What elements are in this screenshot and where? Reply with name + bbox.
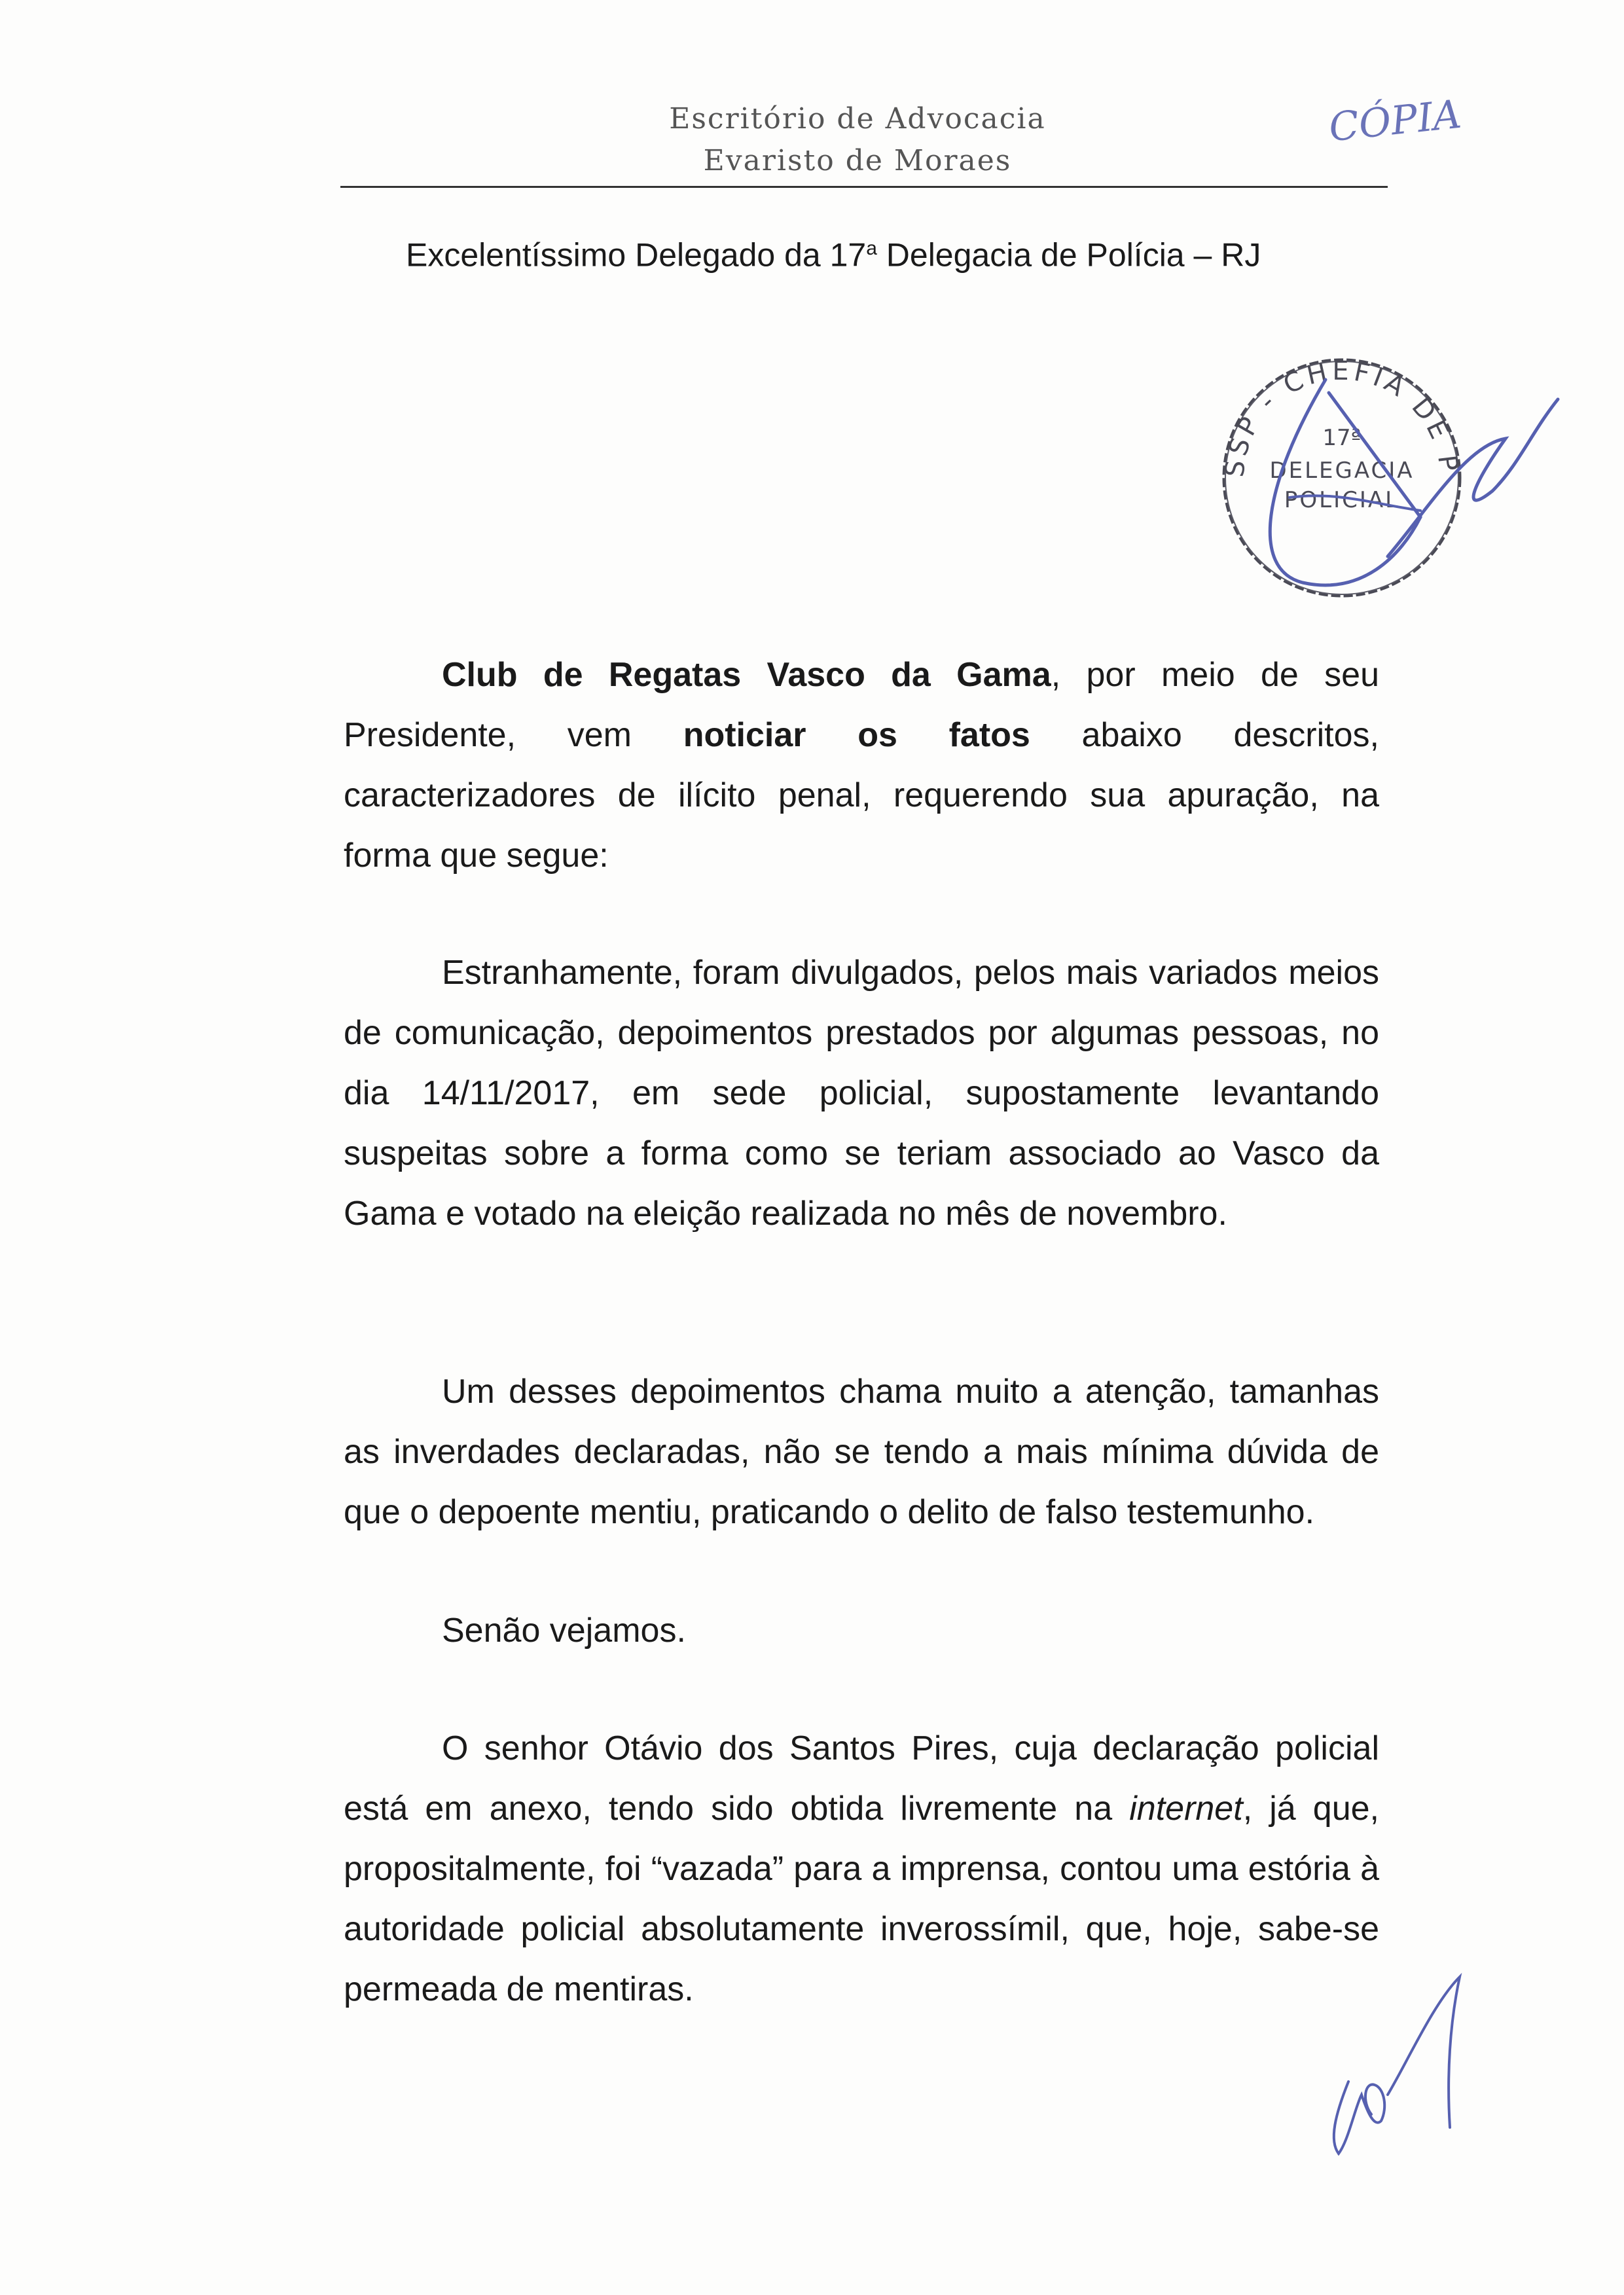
initials-signature [1309,1964,1479,2160]
stamp-center-line3: POLICIAL [1284,487,1400,513]
paragraph-complaint-intro [344,645,1379,886]
letterhead-attorney-name: Evaristo de Moraes [703,144,1012,177]
letterhead [340,98,1375,182]
paragraph-witness-statement [344,1718,1379,2019]
p5-italic-internet: internet [1129,1790,1243,1828]
stamp-seal-icon [1165,314,1571,655]
p1-text2: abaixo descritos, caracterizadores de ilícito penal, requerendo sua apuração, na forma que segue: [344,716,1379,875]
paragraph-transition: Senão vejamos. [442,1612,686,1650]
addressee-after: Delegacia de Polícia – RJ [876,236,1261,274]
p1-bold-notice: noticiar os fatos [683,716,1030,754]
police-receipt-stamp [1165,314,1571,655]
signature-icon [1309,1964,1479,2160]
addressee-ordinal: a [866,238,877,259]
p5-text2: , já que, propositalmente, foi “vazada” para a imprensa, contou uma estória à autoridade policial absolutamente inverossímil, que, hoje, sabe-se permeada de mentiras. [344,1790,1379,2008]
paragraph-false-testimony: Um desses depoimentos chama muito a atenção, tamanhas as inverdades declaradas, não se tendo a mais mínima dúvida de que o depoente mentiu, praticando o delito de falso testemunho. [344,1373,1379,1531]
letterhead-firm-name: Escritório de Advocacia [669,102,1046,136]
addressee-line [406,226,1261,278]
p1-text1: , por meio de seu Presidente, vem [344,656,1379,754]
stamp-center-line1: 17ª [1322,425,1362,451]
copy-handwritten-mark: CÓPIA [1326,91,1464,151]
p5-text1: O senhor Otávio dos Santos Pires, cuja declaração policial está em anexo, tendo sido obtida livremente na [344,1729,1379,1828]
stamp-ring-text: SSP - CHEFIA DE P [1219,355,1464,479]
letterhead-divider [340,186,1388,188]
club-name: Club de Regatas Vasco da Gama [442,656,1051,694]
stamp-center-line2: DELEGACIA [1269,458,1415,484]
addressee-before: Excelentíssimo Delegado da 17 [406,236,867,274]
paragraph-depositions: Estranhamente, foram divulgados, pelos mais variados meios de comunicação, depoimentos prestados por algumas pessoas, no dia 14/11/2017, em sede policial, supostamente levantando suspeitas sobre a forma como se teriam associado ao Vasco da Gama e votado na eleição realizada no mês de novembro. [344,954,1379,1233]
